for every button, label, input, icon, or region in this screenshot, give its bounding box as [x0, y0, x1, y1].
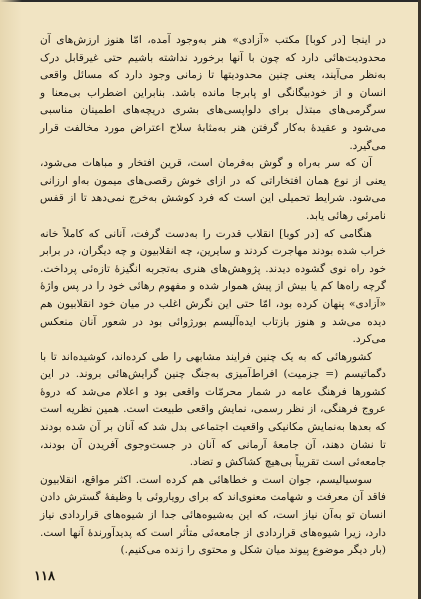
page-edge-shadow — [0, 0, 22, 599]
paragraph: آن که سر به‌راه و گوش به‌فرمان است، قرین افتخار و مباهات می‌شود، یعنی از نوع همان افتخاراتی که در ازای خوش رقصی‌های میمون به‌او ارزانی می‌شود. شرایط تحمیلی این است که فرد کوشش به‌خرج نمی‌دهد تا از قفس نامرئی رهائی یابد. — [40, 157, 386, 222]
paragraph: هنگامی که [در کوبا] انقلاب قدرت را به‌دست گرفت، آنانی که کاملاً خانه خراب شده بودند مهاجرت کردند و سایرین، چه انقلابیون و چه دیگران، در برابر خود راه نوی گشوده دیدند. پژوهش‌های هنری به‌تجربه انگیزهٔ تازه‌ئی پرداخت. گرچه راه‌ها کم یا بیش از پیش هموار شده و مفهوم رهائی خود را در پس واژهٔ «آزادی» پنهان کرده بود، امّا حتی این نگرش اغلب در میان خود انقلابیون هم دیده می‌شد و هنوز بازتاب ایده‌آلیسم بورژوائی بود در شعور آنان منعکس می‌کرد. — [40, 227, 386, 346]
paragraph: سوسیالیسم، جوان است و خطاهائی هم کرده است. اکثر مواقع، انقلابیون فاقد آن معرفت و شهامت معنوی‌اند که برای رویاروئی با وظیفهٔ گسترش دادن انسان تو به‌آن نیاز است، که این به‌شیوه‌هائی جدا از شیوه‌های قراردادی نیاز دارد، زیرا شیوه‌های قراردادی از جامعه‌ئی متأثر است که پدیدآورندهٔ آنها است. (بار دیگر موضوع پیوند میان شکل و محتوی را زنده می‌کنیم.) — [40, 473, 386, 557]
page-number: ۱۱۸ — [34, 569, 55, 584]
paragraph: در اینجا [در کوبا] مکتب «آزادی» هنر به‌وجود آمده، امّا هنوز ارزش‌های آن محدودیت‌هائی دارد که چون با آنها برخورد نداشته باشیم حتی غیرقابل درک به‌نظر می‌آیند، یعنی چنین محدودیتها تا زمانی وجود دارد که مسائل واقعی انسان و از خودبیگانگی او پابرجا مانده باشد. بنابراین اضطراب بی‌معنا و سرگرمی‌های مبتذل برای دلواپسی‌های بشری دریچه‌های اطمینان مناسبی می‌شود و عقیده‌ٔ به‌کار گرفتن هنر به‌مثابهٔ سلاح اعتراض مورد مخالفت قرار می‌گیرد. — [40, 34, 386, 152]
body-text — [40, 32, 386, 560]
paragraph: کشورهائی که به یک چنین فرایند مشابهی را طی کرده‌اند، کوشیده‌اند تا با دگماتیسم (= جزمیت) افراط‌آمیزی به‌جنگ چنین گرایش‌هائی بروند. در این کشورها فرهنگ عامه در شمار محرمّات واقعی بود و اعلام می‌شد که دروهٔ عروج فرهنگی، از نظر رسمی، نمایش واقعی طبیعت است. همین نظریه است که بعدها به‌نمایش مکانیکی واقعیت اجتماعی بدل شد که آنان بر آن شده بودند تا نشان دهند، آن جامعهٔ آرمانی که آنان در جست‌وجوی آفریدن آن بودند، جامعه‌ئی است تقریباً بی‌هیچ کشاکش و تضاد. — [40, 350, 386, 469]
